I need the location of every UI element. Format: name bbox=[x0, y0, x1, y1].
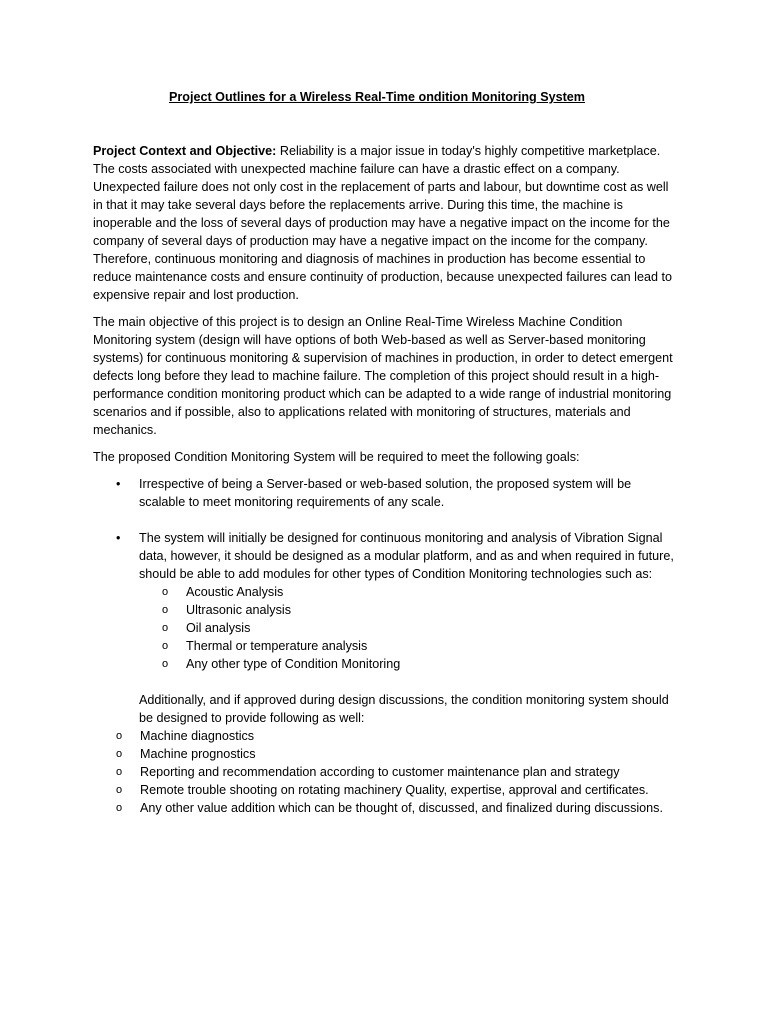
bullet-text: The system will initially be designed for continuous monitoring and analysis of Vibration Signal data, however, it should be designed as a modular platform, and as and when required in future, should be able to add modules for other types of Condition Monitoring technologies such as: bbox=[139, 531, 674, 581]
circle-bullet-icon: o bbox=[116, 748, 123, 760]
context-paragraph bbox=[93, 142, 677, 304]
list-item bbox=[139, 637, 677, 655]
circle-bullet-icon: o bbox=[116, 730, 123, 742]
list-item bbox=[139, 619, 677, 637]
additional-section bbox=[116, 691, 677, 817]
sub-item-text: Oil analysis bbox=[186, 621, 251, 635]
bullet-icon: • bbox=[116, 531, 121, 545]
sub-item-text: Thermal or temperature analysis bbox=[186, 639, 368, 653]
circle-bullet-icon: o bbox=[162, 604, 169, 616]
sub-item-text: Acoustic Analysis bbox=[186, 585, 284, 599]
context-lead: Project Context and Objective: bbox=[93, 144, 277, 158]
sub-item-text: Remote trouble shooting on rotating machinery Quality, expertise, approval and certificates. bbox=[140, 783, 649, 797]
additional-list bbox=[93, 727, 677, 817]
list-item bbox=[93, 799, 677, 817]
list-item bbox=[93, 727, 677, 745]
bullet-icon: • bbox=[116, 477, 121, 491]
sub-item-text: Machine diagnostics bbox=[140, 729, 255, 743]
bullet-text: Irrespective of being a Server-based or web-based solution, the proposed system will be scalable to meet monitoring requirements of any scale. bbox=[139, 477, 632, 509]
list-item bbox=[93, 745, 677, 763]
document-body bbox=[93, 88, 677, 817]
circle-bullet-icon: o bbox=[116, 802, 123, 814]
sub-item-text: Any other type of Condition Monitoring bbox=[186, 657, 401, 671]
additional-intro: Additionally, and if approved during design discussions, the condition monitoring system should be designed to provide following as well: bbox=[139, 693, 669, 725]
circle-bullet-icon: o bbox=[116, 784, 123, 796]
list-item bbox=[139, 601, 677, 619]
technologies-list bbox=[139, 583, 677, 673]
sub-item-text: Ultrasonic analysis bbox=[186, 603, 291, 617]
list-item bbox=[139, 583, 677, 601]
list-item bbox=[93, 529, 677, 673]
objective-paragraph: The main objective of this project is to design an Online Real-Time Wireless Machine Condition Monitoring system (design will have options of both Web-based as well as Server-based monitoring systems) for continuous monitoring & supervision of machines in production, in order to detect emergent defects long before they lead to machine failure. The completion of this project should result in a high-performance condition monitoring product which can be adapted to a wide range of industrial monitoring scenarios and if possible, also to applications related with monitoring of structures, materials and mechanics. bbox=[93, 315, 673, 437]
circle-bullet-icon: o bbox=[162, 586, 169, 598]
sub-item-text: Any other value addition which can be thought of, discussed, and finalized during discussions. bbox=[140, 801, 663, 815]
context-text: Reliability is a major issue in today's highly competitive marketplace. The costs associated with unexpected machine failure can have a drastic effect on a company. Unexpected failure does not only cost in the replacement of parts and labour, but downtime cost as well in that it may take several days before the replacements arrive. During this time, the machine is inoperable and the loss of several days of production may have a negative impact on the income for the company of several days of production may have a negative impact on the income for the company. Therefore, continuous monitoring and diagnosis of machines in production has become essential to reduce maintenance costs and ensure continuity of production, because unexpected failures can lead to expensive repair and lost production. bbox=[93, 144, 672, 302]
document-title: Project Outlines for a Wireless Real-Time ondition Monitoring System bbox=[168, 90, 586, 104]
sub-item-text: Reporting and recommendation according to customer maintenance plan and strategy bbox=[140, 765, 620, 779]
list-item bbox=[93, 475, 677, 511]
list-item bbox=[93, 781, 677, 799]
goals-list bbox=[93, 475, 677, 673]
list-item bbox=[93, 763, 677, 781]
circle-bullet-icon: o bbox=[162, 622, 169, 634]
list-item bbox=[139, 655, 677, 673]
circle-bullet-icon: o bbox=[116, 766, 123, 778]
circle-bullet-icon: o bbox=[162, 658, 169, 670]
sub-item-text: Machine prognostics bbox=[140, 747, 256, 761]
circle-bullet-icon: o bbox=[162, 640, 169, 652]
goals-intro: The proposed Condition Monitoring System will be required to meet the following goals: bbox=[93, 450, 580, 464]
